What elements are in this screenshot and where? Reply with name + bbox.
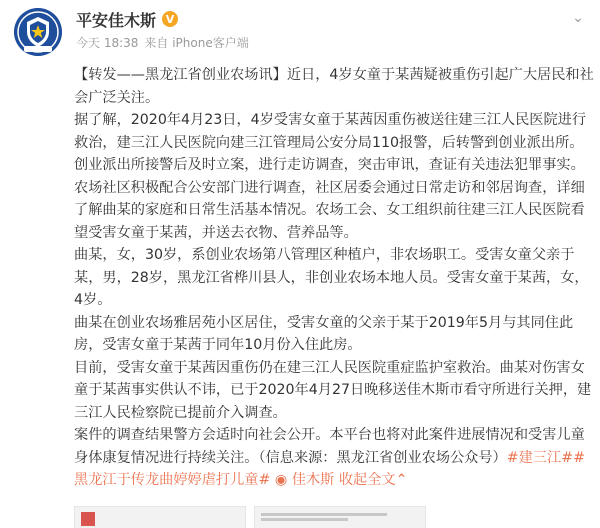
verified-v-badge-icon: V (162, 11, 178, 27)
location-pin-icon: ◉ (274, 472, 288, 488)
last-paragraph (74, 424, 594, 492)
post-content (74, 64, 594, 492)
image-decoration (261, 518, 348, 521)
collapse-link[interactable]: 收起全文 (338, 472, 396, 488)
chevron-down-icon[interactable]: ⌄ (572, 10, 584, 26)
hashtag-link[interactable]: #黑龙江于传龙曲婷婷虐打儿童# (74, 449, 585, 488)
paragraph: 【转发——黑龙江省创业农场讯】近日，4岁女童于某茜疑被重伤引起广大居民和社会广泛关注。 (74, 67, 594, 106)
post-header (0, 0, 600, 64)
paragraph: 曲某在创业农场雅居苑小区居住，受害女童的父亲于某于2019年5月与其同住此房，受害女童于某茜于同年10月份入住此房。 (74, 314, 574, 353)
avatar[interactable] (14, 8, 62, 56)
paragraph-text: 案件的调查结果警方会适时向社会公开。本平台也将对此案件进展情况和受害儿童身体康复情况进行持续关注。（信息来源：黑龙江省创业农场公众号） (74, 427, 585, 466)
name-row (76, 8, 178, 30)
user-name[interactable]: 平安佳木斯 (76, 10, 157, 30)
image-decoration (261, 513, 387, 516)
paragraph: 曲某，女，30岁，系创业农场第八管理区种植户，非农场职工。受害女童父亲于某，男，28岁，黑龙江省桦川县人，非创业农场本地人员。受害女童于某茜，女，4岁。 (74, 247, 589, 308)
image-thumbnails (74, 506, 426, 528)
chevron-up-icon[interactable]: ⌃ (395, 472, 408, 488)
post-source[interactable]: 来自 iPhone客户端 (144, 36, 249, 50)
paragraph: 创业派出所接警后及时立案，进行走访调查，突击审讯，查证有关违法犯罪事实。农场社区积极配合公安部门进行调查，社区居委会通过日常走访和邻居询查，详细了解曲某的家庭和日常生活基本情况。农场工会、女工组织前往建三江人民医院看望受害女童于某茜，并送去衣物、营养品等。 (74, 157, 585, 241)
image-thumbnail[interactable] (254, 506, 426, 528)
paragraph: 据了解，2020年4月23日，4岁受害女童于某茜因重伤被送往建三江人民医院进行救治，建三江人民医院向建三江管理局公安分局110报警，后转警到创业派出所。 (74, 112, 587, 151)
image-thumbnail[interactable] (74, 506, 246, 528)
paragraph: 目前，受害女童于某茜因重伤仍在建三江人民医院重症监护室救治。曲某对伤害女童于某茜事实供认不讳，已于2020年4月27日晚移送佳木斯市看守所进行关押，建三江人民检察院已提前介入调查。 (74, 359, 592, 421)
post-time: 今天 18:38 (76, 36, 139, 50)
post-meta (76, 34, 249, 51)
location-link[interactable]: 佳木斯 (291, 472, 335, 488)
police-emblem-icon (14, 8, 62, 56)
hashtag-link[interactable]: #建三江# (506, 449, 574, 466)
image-decoration (81, 512, 95, 526)
